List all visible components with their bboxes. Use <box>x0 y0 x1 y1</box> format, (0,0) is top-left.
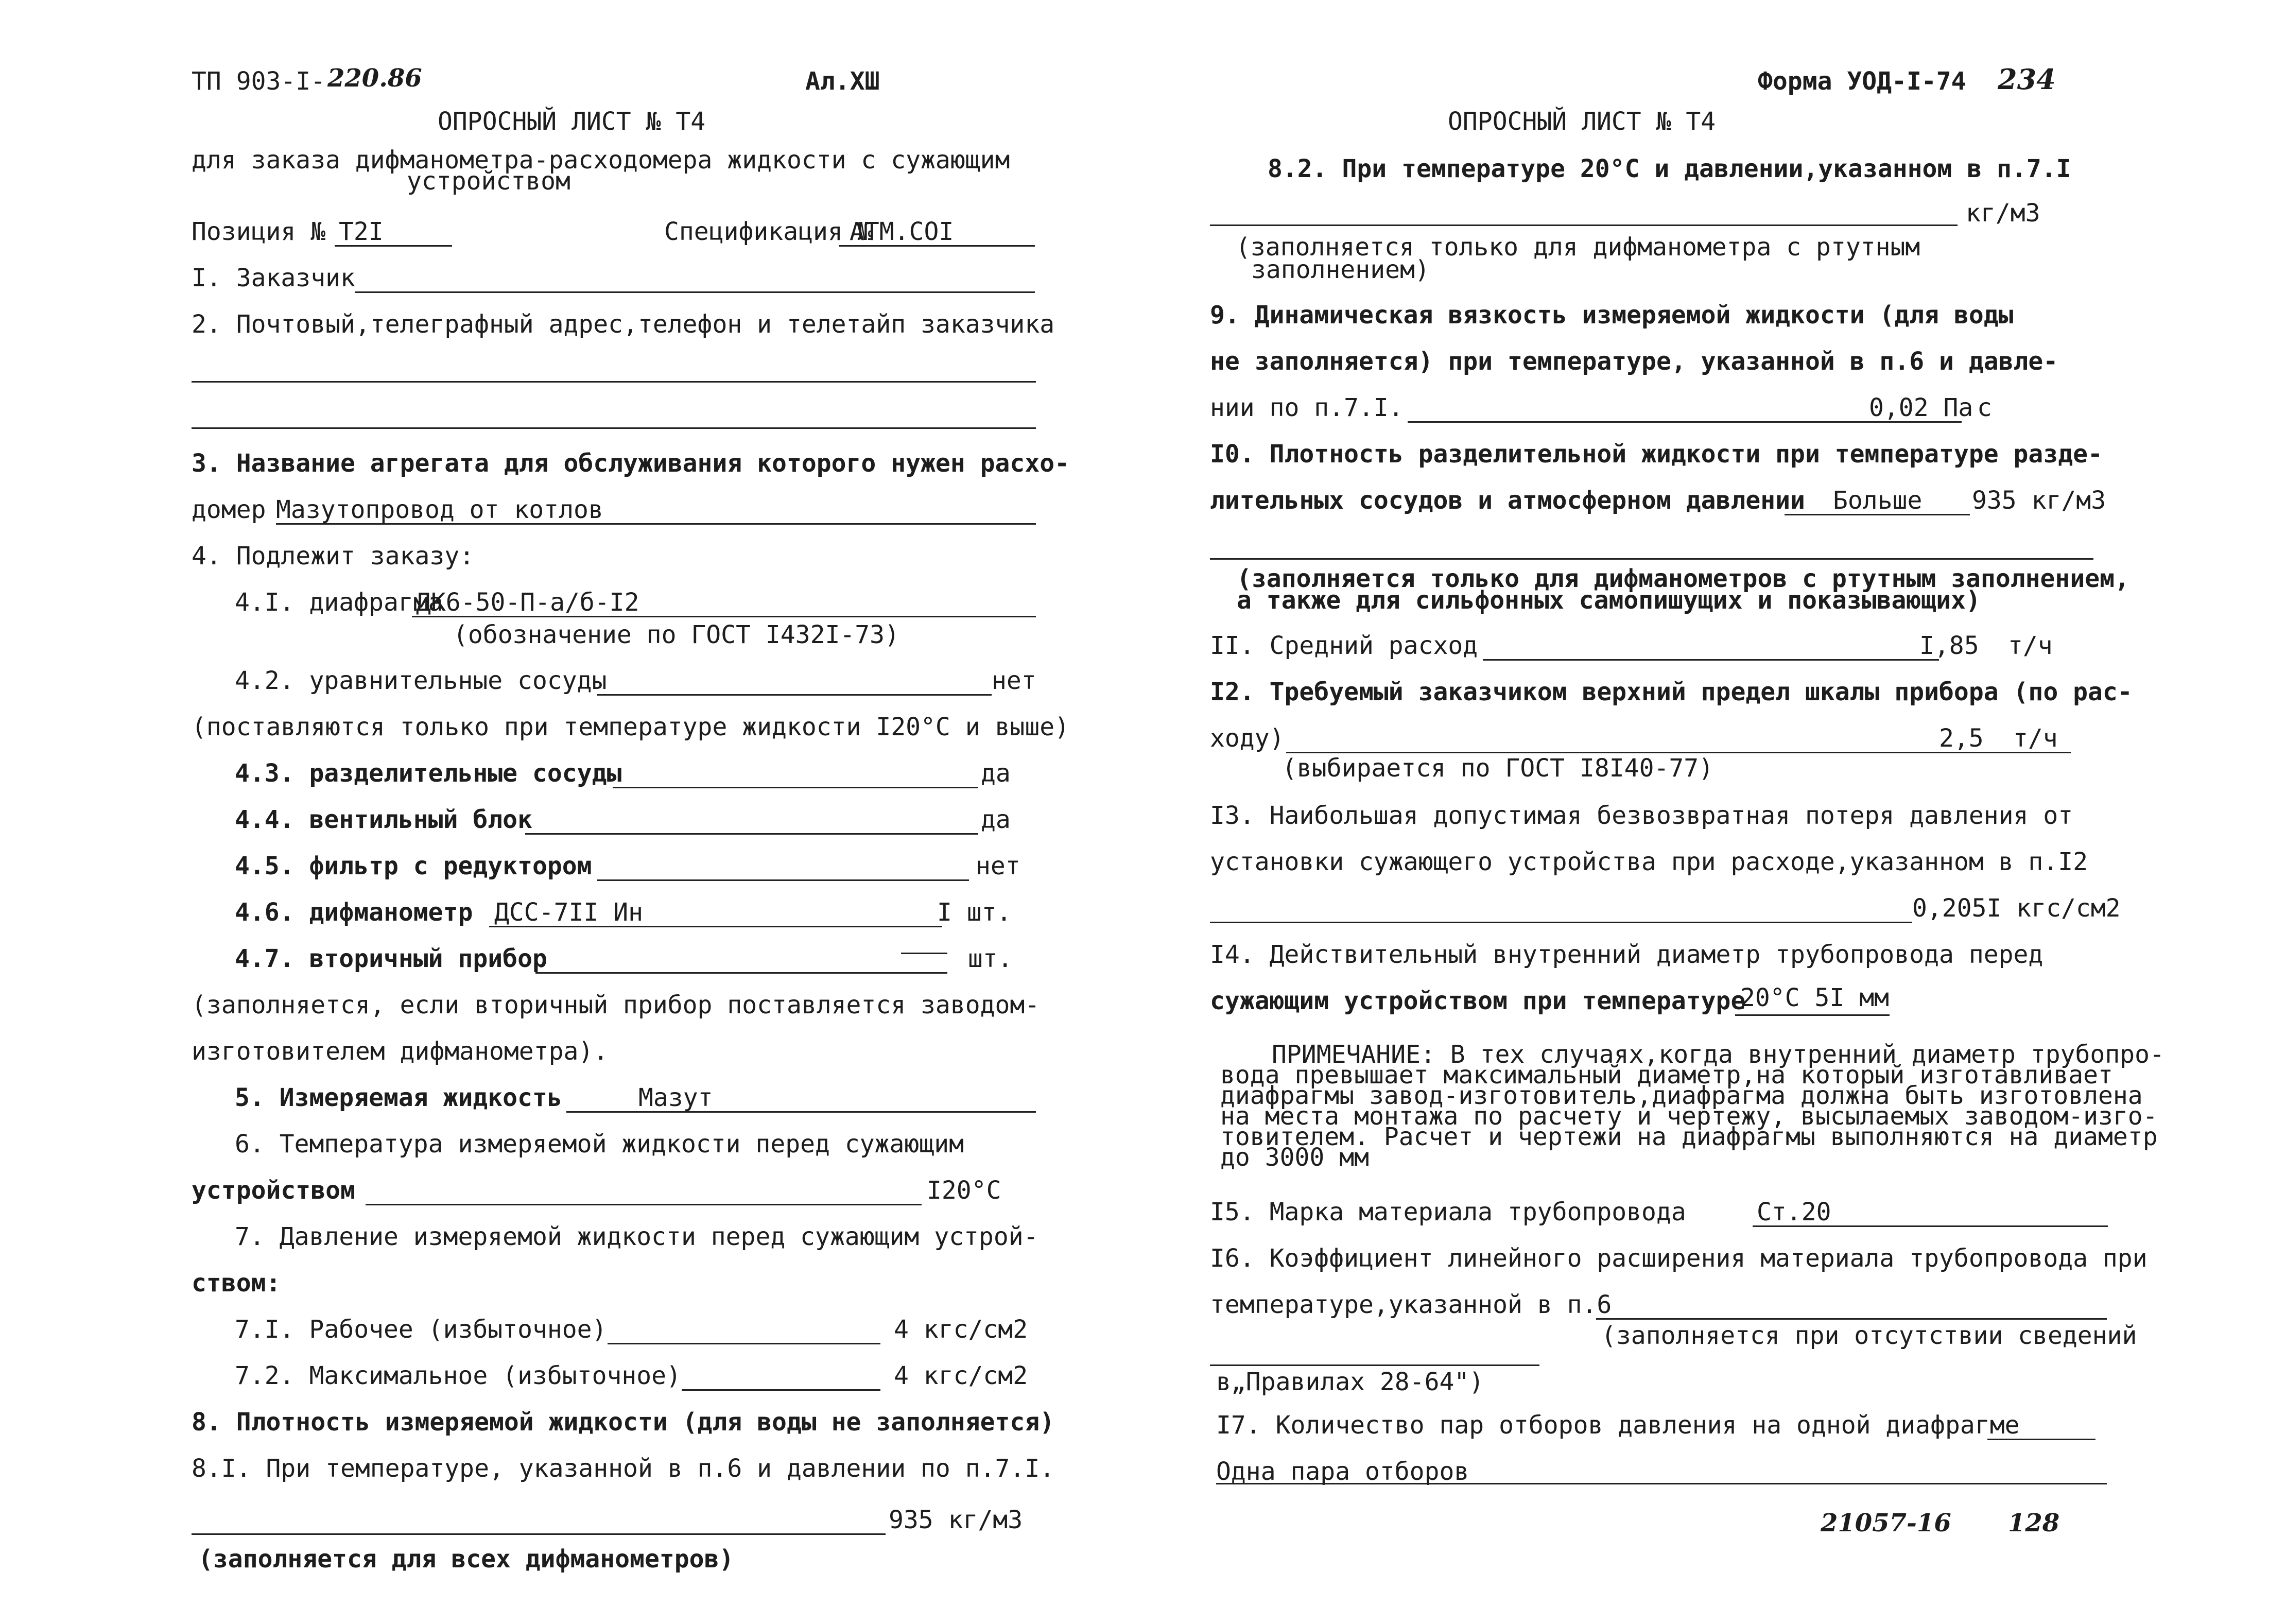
item-5-label: 5. Измеряемая жидкость <box>235 1083 562 1112</box>
item-10b-unit: 935 кг/м3 <box>1972 486 2106 515</box>
item-13b: установки сужающего устройства при расходе,указанном в п.I2 <box>1210 848 2088 876</box>
item-12b-label: ходу) <box>1210 724 1285 753</box>
form-code: Форма УОД-I-74 <box>1758 67 1966 96</box>
item-8-1: 8.I. При температуре, указанной в п.6 и давлении по п.7.I. <box>192 1454 1055 1483</box>
item-7-2-value: 4 кгс/см2 <box>894 1361 1028 1390</box>
item-6b-line <box>366 1204 922 1205</box>
item-8-1-value: 935 кг/м3 <box>889 1506 1023 1534</box>
item-4-1-value: ДК6-50-П-а/б-I2 <box>416 588 639 617</box>
item-4-2-label: 4.2. уравнительные сосуды <box>235 666 607 695</box>
left-subtitle-1: для заказа дифманометра-расходомера жидкости с сужающим <box>192 146 1010 175</box>
doc-code-handwritten: 220.86 <box>327 64 422 93</box>
note-line-1: ПРИМЕЧАНИЕ: В тех случаях,когда внутренний диаметр трубопро- <box>1272 1040 2164 1069</box>
item-9c-value: 0,02 Па <box>1869 393 1973 422</box>
item-7-1-label: 7.I. Рабочее (избыточное) <box>235 1315 607 1344</box>
item-14b-label: сужающим устройством при температуре <box>1210 987 1746 1015</box>
spec-value: АТМ.СОI <box>850 217 954 246</box>
item-2-line-2 <box>192 427 1036 429</box>
page-number-handwritten: 234 <box>1998 63 2056 96</box>
item-4-1-label: 4.I. диафрагма <box>235 588 443 617</box>
item-15-value: Ст.20 <box>1757 1198 1831 1226</box>
item-4-5-value: нет <box>976 852 1020 880</box>
item-13-value: 0,205I кгс/см2 <box>1912 894 2121 923</box>
item-17-value: Одна пара отборов <box>1216 1457 1469 1486</box>
item-10b-value: Больше <box>1833 486 1923 515</box>
item-4-2-note: (поставляются только при температуре жидкости I20°С и выше) <box>192 713 1070 741</box>
item-9b: не заполняется) при температуре, указанной в п.6 и давле- <box>1210 347 2058 376</box>
item-16a: I6. Коэффициент линейного расширения материала трубопровода при <box>1210 1244 2148 1273</box>
item-4-3-value: да <box>981 759 1011 788</box>
item-6b-value: I20°С <box>927 1176 1001 1205</box>
item-5-line <box>566 1111 1036 1113</box>
footer-handwritten-code: 21057-16 <box>1821 1509 1951 1537</box>
note-line-4: на места монтажа по расчету и чертежу, высылаемых заводом-изго- <box>1220 1102 2158 1131</box>
item-4-5-line <box>597 879 969 881</box>
item-9c-label: нии по п.7.I. <box>1210 393 1404 422</box>
item-4-6-qty: I шт. <box>937 898 1012 927</box>
item-1: I. Заказчик <box>192 264 355 292</box>
item-17-value-line <box>1216 1483 2107 1484</box>
item-8: 8. Плотность измеряемой жидкости (для воды не заполняется) <box>192 1408 1055 1437</box>
item-4-3-line <box>613 787 978 788</box>
album-number: Ал.XШ <box>805 67 880 96</box>
item-8-1-line <box>192 1533 886 1535</box>
item-13-line <box>1210 922 1912 923</box>
item-15-label: I5. Марка материала трубопровода <box>1210 1198 1686 1226</box>
item-4-4-value: да <box>981 805 1011 834</box>
item-2-line-1 <box>192 381 1036 383</box>
item-8-2-note-2: заполнением) <box>1251 255 1430 284</box>
item-4-6-value: ДСС-7II Ин <box>494 898 643 927</box>
item-9c-unit: с <box>1977 393 1992 422</box>
footer-handwritten-number: 128 <box>2008 1509 2060 1537</box>
spec-line <box>839 245 1035 247</box>
item-15-line <box>1753 1225 2108 1227</box>
right-title: ОПРОСНЫЙ ЛИСТ № Т4 <box>1448 107 1716 136</box>
item-1-line <box>355 291 1035 293</box>
item-4-6-label: 4.6. дифманометр <box>235 898 473 927</box>
item-16-note-2: в„Правилах 28-64") <box>1216 1368 1484 1396</box>
item-12b-value: 2,5 <box>1939 724 1984 753</box>
item-4-4-line <box>525 833 978 835</box>
item-7b: ством: <box>192 1269 281 1298</box>
item-8-2-note-1: (заполняется только для дифманометра с ртутным <box>1236 233 1920 262</box>
item-4-3-label: 4.3. разделительные сосуды <box>235 759 622 788</box>
item-12a: I2. Требуемый заказчиком верхний предел шкалы прибора (по рас- <box>1210 678 2133 706</box>
spec-label: Спецификация № <box>664 217 873 246</box>
item-7-1-value: 4 кгс/см2 <box>894 1315 1028 1344</box>
item-17-line <box>1987 1439 2096 1440</box>
item-4-2-line <box>597 694 992 696</box>
item-4: 4. Подлежит заказу: <box>192 542 475 571</box>
item-2: 2. Почтовый,телеграфный адрес,телефон и телетайп заказчика <box>192 310 1055 339</box>
left-subtitle-2: устройством <box>407 167 570 196</box>
item-16b-line <box>1596 1318 2107 1320</box>
item-4-7-note-2: изготовителем дифманометра). <box>192 1037 609 1066</box>
item-4-1-line <box>412 616 1036 617</box>
item-4-6-line <box>489 926 942 927</box>
position-line <box>335 245 452 247</box>
item-4-4-label: 4.4. вентильный блок <box>235 805 532 834</box>
item-7-2-label: 7.2. Максимальное (избыточное) <box>235 1361 681 1390</box>
item-17: I7. Количество пар отборов давления на одной диафрагме <box>1216 1411 2020 1440</box>
item-4-7-qty: шт. <box>968 944 1013 973</box>
note-line-3: диафрагмы завод-изготовитель,диафрагма должна быть изготовлена <box>1220 1081 2143 1110</box>
item-11-unit: т/ч <box>2008 631 2053 660</box>
item-5-value: Мазут <box>638 1083 713 1112</box>
item-4-5-label: 4.5. фильтр с редуктором <box>235 852 592 880</box>
item-12b-unit: т/ч <box>2013 724 2058 753</box>
item-9a: 9. Динамическая вязкость измеряемой жидкости (для воды <box>1210 301 2014 330</box>
item-11-line <box>1483 659 1939 661</box>
item-8-2-unit: кг/м3 <box>1966 199 2040 228</box>
item-10b-label: лительных сосудов и атмосферном давлении <box>1210 486 1805 515</box>
item-6b-label: устройством <box>192 1176 355 1205</box>
position-label: Позиция № <box>192 217 326 246</box>
item-14b-value: 20°С 5I мм <box>1740 983 1889 1012</box>
item-10-note-2: а также для сильфонных самопишущих и показывающих) <box>1237 586 1981 615</box>
item-16b: температуре,указанной в п.6 <box>1210 1290 1612 1319</box>
item-16-note-1: (заполняется при отсутствии сведений <box>1601 1321 2137 1350</box>
item-4-1-note: (обозначение по ГОСТ I432I-73) <box>453 620 899 649</box>
item-11-value: I,85 <box>1919 631 1979 660</box>
item-7-2-line <box>682 1389 880 1391</box>
item-4-7-line <box>535 972 947 974</box>
item-10a: I0. Плотность разделительной жидкости при температуре разде- <box>1210 440 2103 469</box>
item-4-2-value: нет <box>992 666 1036 695</box>
item-3b-line <box>276 523 1036 525</box>
item-3b-label: домер <box>192 495 266 524</box>
item-6a: 6. Температура измеряемой жидкости перед сужающим <box>235 1130 964 1159</box>
item-3a: 3. Название агрегата для обслуживания которого нужен расхо- <box>192 449 1070 478</box>
item-11-label: II. Средний расход <box>1210 631 1478 660</box>
item-3b-value: Мазутопровод от котлов <box>276 495 603 524</box>
item-4-7-note-1: (заполняется, если вторичный прибор поставляется заводом- <box>192 991 1040 1020</box>
note-line-5: товителем. Расчет и чертежи на диафрагмы выполняются на диаметр <box>1220 1122 2158 1151</box>
item-8-2: 8.2. При температуре 20°С и давлении,указанном в п.7.I <box>1268 154 2071 183</box>
item-8-2-line <box>1210 224 1958 226</box>
item-10-note-1: (заполняется только для дифманометров с ртутным заполнением, <box>1237 564 2129 593</box>
position-value: Т2I <box>339 217 384 246</box>
item-10-line <box>1210 558 2093 560</box>
item-13a: I3. Наибольшая допустимая безвозвратная потеря давления от <box>1210 801 2073 830</box>
item-12-note: (выбирается по ГОСТ I8I40-77) <box>1282 754 1714 783</box>
doc-code: ТП 903-I- <box>192 67 326 96</box>
item-7a: 7. Давление измеряемой жидкости перед сужающим устрой- <box>235 1222 1038 1251</box>
item-8-1-note: (заполняется для всех дифманометров) <box>198 1545 734 1574</box>
item-4-7-dash <box>901 953 947 954</box>
item-14b-line <box>1735 1014 1890 1016</box>
item-7-1-line <box>608 1343 880 1344</box>
note-line-2: вода превышает максимальный диаметр,на который изготавливает <box>1220 1061 2113 1090</box>
item-10b-line <box>1785 514 1970 515</box>
item-16-note-line <box>1210 1364 1539 1366</box>
left-title: ОПРОСНЫЙ ЛИСТ № Т4 <box>438 107 706 136</box>
note-line-6: до 3000 мм <box>1220 1143 1369 1172</box>
item-4-7-label: 4.7. вторичный прибор <box>235 944 547 973</box>
item-14a: I4. Действительный внутренний диаметр трубопровода перед <box>1210 940 2043 969</box>
